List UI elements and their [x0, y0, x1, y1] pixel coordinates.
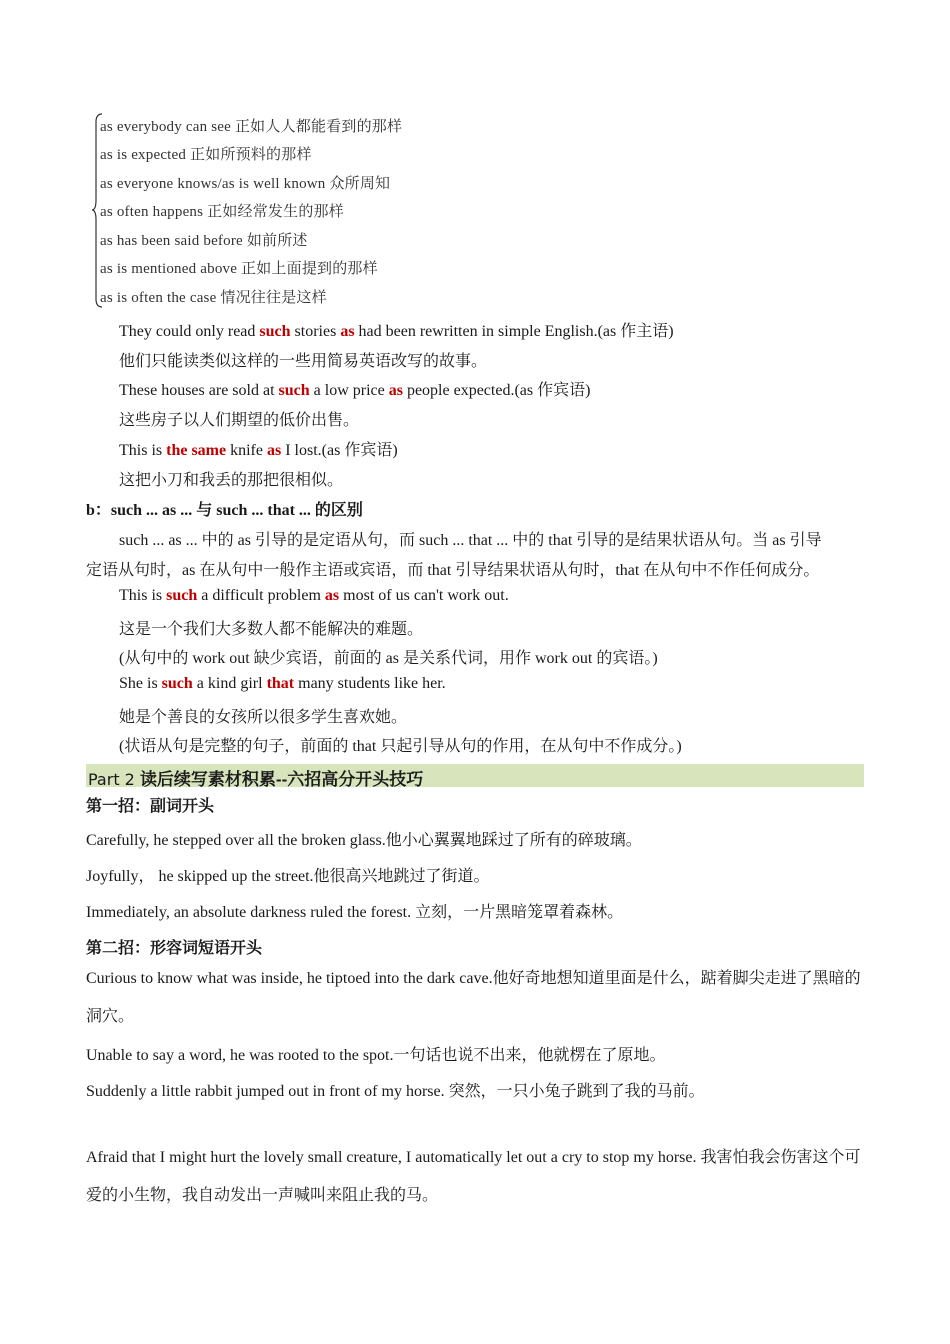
example-translation-3: 这把小刀和我丢的那把很相似。 [119, 472, 344, 489]
as-phrase-item: as often happens 正如经常发生的那样 [100, 204, 344, 220]
example-sentence-2: These houses are sold at such a low price as people expected.(as 作宾语) [119, 382, 591, 399]
as-phrase-item: as is expected 正如所预料的那样 [100, 147, 312, 163]
explanation-line-2: 定语从句时，as 在从句中一般作主语或宾语，而 that 引导结果状语从句时，that 在从句中不作任何成分。 [86, 562, 820, 579]
as-phrase-item: as is mentioned above 正如上面提到的那样 [100, 261, 378, 277]
example-translation-2: 这些房子以人们期望的低价出售。 [119, 412, 360, 429]
tip1-title: 第一招：副词开头 [86, 798, 215, 815]
example-translation-1: 他们只能读类似这样的一些用简易英语改写的故事。 [119, 353, 488, 370]
as-phrase-item: as everybody can see 正如人人都能看到的那样 [100, 119, 403, 135]
example-sentence-1: They could only read such stories as had been rewritten in simple English.(as 作主语) [119, 323, 674, 340]
tip2-sentence-1: Curious to know what was inside, he tiptoed into the dark cave.他好奇地想知道里面是什么，踮着脚尖走进了黑暗的洞穴。 [86, 970, 861, 1025]
example-translation-5: 她是个善良的女孩所以很多学生喜欢她。 [119, 709, 408, 726]
example-note-5: (状语从句是完整的句子，前面的 that 只起引导从句的作用，在从句中不作成分。) [119, 738, 682, 755]
example-sentence-4: This is such a difficult problem as most of us can't work out. [119, 587, 509, 604]
tip2-sentence-4: Afraid that I might hurt the lovely small creature, I automatically let out a cry to stop my horse. 我害怕我会伤害这个可爱的小生物，我自动发出一声喊叫来阻止我的马。 [86, 1149, 861, 1204]
example-sentence-5: She is such a kind girl that many students like her. [119, 675, 446, 692]
section-heading-b: b：such ... as ... 与 such ... that ... 的区别 [86, 502, 363, 519]
as-phrase-list [92, 112, 492, 309]
tip2-sentence-2: Unable to say a word, he was rooted to the spot.一句话也说不出来，他就楞在了原地。 [86, 1047, 666, 1064]
tip1-sentence-2: Joyfully， he skipped up the street.他很高兴地跳过了街道。 [86, 868, 490, 885]
explanation-line-1: such ... as ... 中的 as 引导的是定语从句，而 such ... that ... 中的 that 引导的是结果状语从句。当 as 引导 [119, 532, 822, 549]
tip1-sentence-3: Immediately, an absolute darkness ruled the forest. 立刻，一片黑暗笼罩着森林。 [86, 904, 624, 921]
example-note-4: (从句中的 work out 缺少宾语，前面的 as 是关系代词，用作 work out 的宾语。) [119, 650, 658, 667]
example-sentence-3: This is the same knife as I lost.(as 作宾语) [119, 442, 398, 459]
part2-heading: Part 2 读后续写素材积累--六招高分开头技巧 [88, 770, 424, 789]
part2-heading-bar [86, 764, 864, 787]
as-phrase-item: as has been said before 如前所述 [100, 233, 308, 249]
example-translation-4: 这是一个我们大多数人都不能解决的难题。 [119, 621, 424, 638]
as-phrase-item: as is often the case 情况往往是这样 [100, 290, 327, 306]
tip1-sentence-1: Carefully, he stepped over all the broken glass.他小心翼翼地踩过了所有的碎玻璃。 [86, 832, 642, 849]
tip2-sentence-3: Suddenly a little rabbit jumped out in front of my horse. 突然，一只小兔子跳到了我的马前。 [86, 1083, 705, 1100]
tip2-title: 第二招：形容词短语开头 [86, 940, 263, 957]
as-phrase-item: as everyone knows/as is well known 众所周知 [100, 176, 391, 192]
